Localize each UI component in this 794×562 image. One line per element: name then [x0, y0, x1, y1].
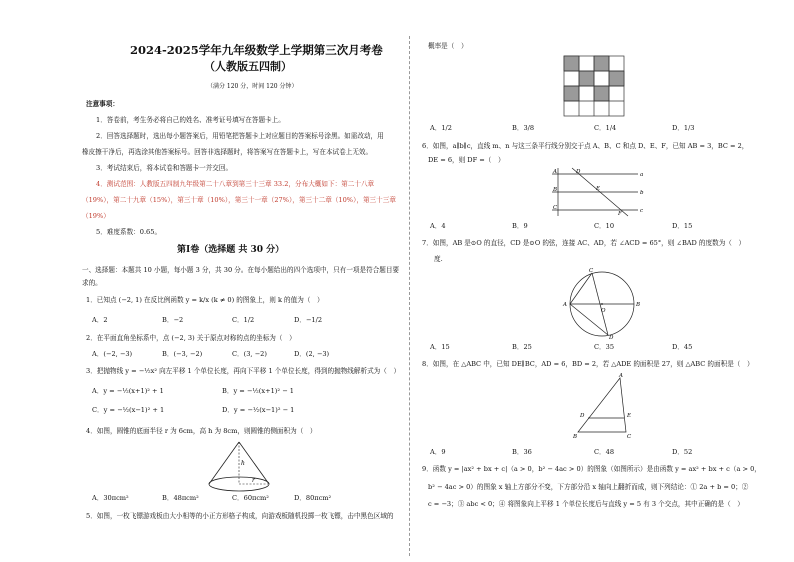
q7-stem: 7．如图，AB 是⊙O 的直径，CD 是⊙O 的弦，连接 AC、AD，若 ∠ACD = 65°，则 ∠BAD 的度数为（ ） [422, 239, 746, 247]
q3-option-d: D．y = −½(x−1)² − 1 [222, 406, 295, 414]
q6-label-f-point: F [618, 211, 622, 217]
q8-label-a: A [619, 373, 623, 379]
q6-option-d: D．15 [672, 222, 693, 230]
q1-option-a: A．2 [92, 316, 108, 324]
note-2: 2．回答选择题时，选出每小题答案后，用铅笔把答题卡上对应题目的答案标号涂黑。如需改动，用 [96, 132, 384, 140]
q8-stem: 8．如图，在 △ABC 中，已知 DE∥BC，AD = 6，BD = 2，若 △ADE 的面积是 27，则 △ABC 的面积是（ ） [422, 360, 754, 368]
q6-option-a: A．4 [430, 222, 446, 230]
q6-stem: 6．如图，a∥b∥c，直线 m、n 与这三条平行线分别交于点 A、B、C 和点 D、E、F，已知 AB = 3，BC = 2， [422, 142, 749, 150]
q4-stem: 4．如图，圆锥的底面半径 r 为 6cm，高 h 为 8cm，则圆锥的侧面积为（ ） [86, 427, 317, 435]
q6-label-line-c: c [640, 208, 644, 214]
q7-option-b: B．25 [512, 343, 532, 351]
q3-stem: 3．把抛物线 y = −½x² 向左平移 1 个单位长度，再向下平移 1 个单位长度，得到的抛物线解析式为（ ） [86, 367, 401, 375]
q6-label-line-a: a [640, 172, 644, 178]
q2-option-b: B．(−3, −2) [162, 350, 203, 358]
q2-option-d: D．(2, −3) [294, 350, 330, 358]
q7-stem-cont: 度. [434, 255, 443, 263]
q8-option-a: A．9 [430, 448, 446, 456]
q1-option-b: B．−2 [162, 316, 184, 324]
q6-option-b: B．9 [512, 222, 528, 230]
note-3: 3．考试结束后，将本试卷和答题卡一并交回。 [96, 164, 233, 172]
section-1-intro: 一、选择题：本题共 10 小题，每小题 3 分，共 30 分。在每小题给出的四个选项中，只有一项是符合题目要 [82, 266, 400, 274]
q7-label-c: C [589, 268, 594, 274]
exam-meta: （满分 120 分，时间 120 分钟） [207, 83, 298, 90]
q1-option-d: D．−1/2 [294, 316, 323, 324]
q4-option-c: C．60πcm² [232, 494, 269, 502]
circle-figure [562, 266, 642, 340]
q6-label-a-point: A [553, 169, 557, 175]
cone-label-h: h [241, 460, 245, 467]
q2-option-a: A．(−2, −3) [92, 350, 133, 358]
note-5: 5．难度系数：0.65。 [96, 228, 162, 236]
section-1-intro-cont: 求的。 [82, 279, 102, 287]
q9-line-3: c = −3；③ abc < 0；④ 将图象向上平移 1 个单位长度后与直线 y = 5 有 3 个交点，其中正确的是（ ） [428, 500, 744, 508]
q7-label-b: B [636, 302, 641, 308]
q6-stem-cont: DE = 6，则 DF =（ ） [428, 156, 505, 164]
q4-option-d: D．80πcm² [294, 494, 332, 502]
q2-option-c: C．(3, −2) [232, 350, 267, 358]
q1-option-c: C．1/2 [232, 316, 255, 324]
q5-option-a: A．1/2 [430, 124, 452, 132]
q7-option-c: C．35 [594, 343, 615, 351]
exam-title: 2024-2025学年九年级数学上学期第三次月考卷 [130, 43, 383, 57]
left-column [82, 0, 401, 562]
q7-option-d: D．45 [672, 343, 693, 351]
q5-stem: 5．如图，一枚飞镖游戏板由大小相等的小正方形格子构成，向游戏板随机投掷一枚飞镖，击中黑色区域的 [86, 512, 394, 520]
q8-label-b: B [573, 434, 578, 440]
q4-option-b: B．48πcm² [162, 494, 199, 502]
q3-option-a: A．y = −½(x+1)² + 1 [92, 387, 164, 395]
q6-option-c: C．10 [594, 222, 615, 230]
q1-stem: 1．已知点 (−2, 1) 在反比例函数 y = k/x (k ≠ 0) 的图象上，则 k 的值为（ ） [86, 296, 324, 304]
section-1-title: 第Ⅰ卷（选择题 共 30 分） [177, 245, 285, 255]
q6-label-e-point: E [596, 186, 601, 192]
q7-option-a: A．15 [430, 343, 450, 351]
cone-figure [204, 438, 274, 494]
q4-option-a: A．30πcm² [92, 494, 129, 502]
q6-label-d-point: D [576, 169, 581, 175]
q3-option-b: B．y = −½(x+1)² − 1 [222, 387, 294, 395]
q5-option-d: D．1/3 [672, 124, 695, 132]
q8-option-b: B．36 [512, 448, 532, 456]
q8-option-d: D．52 [672, 448, 693, 456]
q9-line-1: 9．函数 y = |ax² + bx + c|（a > 0，b² − 4ac > 0）的图象（如图所示）是由函数 y = ax² + bx + c（a > 0， [422, 465, 761, 473]
q6-label-c-point: C [553, 205, 558, 211]
q6-label-line-b: b [640, 190, 644, 196]
note-4: 4．测试范围：人教版五四制九年级第二十八章到第三十三章 33.2，分布大概如下：第二十八章 [96, 180, 375, 188]
q7-label-a: A [563, 302, 567, 308]
q6-label-b-point: B [553, 187, 558, 193]
note-4-cont: （19%），第二十九章（15%），第三十章（10%），第三十一章（27%），第三十二章（10%），第三十三章 [82, 196, 396, 204]
note-1: 1．答卷前，考生务必将自己的姓名、准考证号填写在答题卡上。 [96, 116, 285, 124]
q8-label-e: E [627, 413, 632, 419]
q7-label-o: O [601, 308, 606, 314]
q5-option-b: B．3/8 [512, 124, 535, 132]
q8-label-d: D [580, 413, 585, 419]
triangle-figure [570, 372, 642, 440]
q8-label-c: C [627, 434, 632, 440]
cone-label-r: r [252, 477, 255, 484]
note-4-end: （19%） [82, 212, 110, 220]
q2-stem: 2．在平面直角坐标系中，点 (−2, 3) 关于原点对称的点的坐标为（ ） [86, 334, 296, 342]
parallel-lines-figure [546, 166, 646, 218]
exam-subtitle: （人教版五四制） [204, 60, 292, 73]
q3-option-c: C．y = −½(x−1)² + 1 [92, 406, 165, 414]
q9-line-2: b² − 4ac > 0）的图象 x 轴上方部分不变，下方部分沿 x 轴向上翻折而成，则下列结论：① 2a + b = 0；② [428, 483, 749, 491]
q5-stem-cont: 概率是（ ） [428, 42, 468, 50]
q7-label-d: D [609, 335, 614, 340]
q8-option-c: C．48 [594, 448, 615, 456]
right-column [422, 0, 778, 562]
notes-heading: 注意事项： [86, 100, 119, 108]
column-divider [409, 36, 410, 556]
dartboard-grid-figure [563, 55, 625, 117]
q5-option-c: C．1/4 [594, 124, 617, 132]
note-2-cont: 橡皮擦干净后，再选涂其他答案标号。回答非选择题时，将答案写在答题卡上，写在本试卷上无效。 [82, 148, 373, 156]
